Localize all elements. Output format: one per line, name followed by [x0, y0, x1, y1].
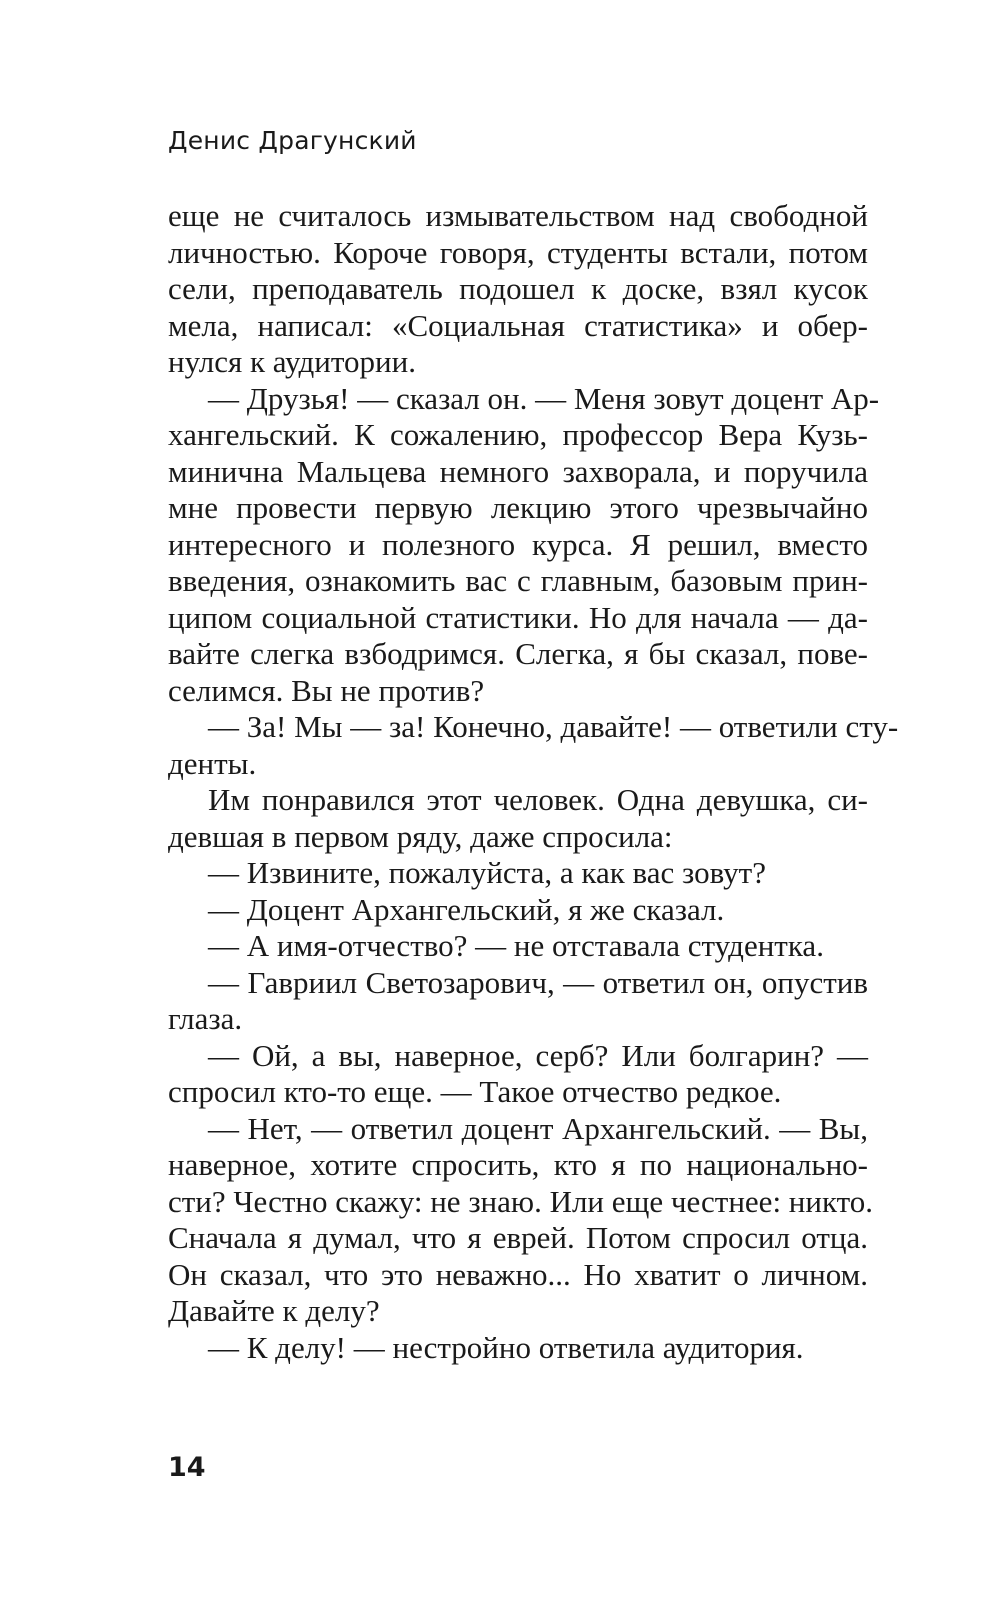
text-line: интересного и полезного курса. Я решил, вместо — [168, 526, 868, 562]
text-line: еще не считалось измывательством над свободной — [168, 198, 868, 233]
text-line: — За! Мы — за! Конечно, давайте! — ответили сту- — [208, 709, 899, 744]
text-line: девшая в первом ряду, даже спросила: — [168, 818, 673, 854]
text-line: глаза. — [168, 1001, 243, 1036]
text-line: Сначала я думал, что я еврей. Потом спросил отца. — [168, 1220, 868, 1255]
page-number: 14 — [168, 1452, 206, 1483]
running-head: Денис Драгунский — [168, 126, 417, 155]
text-line: — Нет, — ответил доцент Архангельский. — Вы, — [208, 1110, 868, 1146]
text-line: денты. — [168, 745, 257, 781]
text-line: нулся к аудитории. — [168, 344, 416, 379]
text-line: хангельский. К сожалению, профессор Вера Кузь- — [168, 417, 868, 452]
text-line: минична Мальцева немного захворала, и поручила — [168, 453, 868, 489]
text-line: — Гавриил Светозарович, — ответил он, опустив — [208, 964, 868, 1000]
text-line: сели, преподаватель подошел к доске, взял кусок — [168, 271, 868, 306]
text-line: спросил кто-то еще. — Такое отчество редкое. — [168, 1074, 782, 1109]
text-line: — Ой, а вы, наверное, серб? Или болгарин? — — [208, 1037, 868, 1073]
text-line: — К делу! — нестройно ответила аудитория. — [208, 1329, 804, 1365]
text-line: мела, написал: «Социальная статистика» и обер- — [168, 307, 868, 343]
body-text — [168, 198, 899, 1366]
text-line: сти? Честно скажу: не знаю. Или еще честнее: никто. — [168, 1183, 874, 1219]
text-line: — Друзья! — сказал он. — Меня зовут доцент Ар- — [208, 380, 880, 416]
text-line: — А имя-отчество? — не отставала студентка. — [208, 928, 824, 963]
text-line: — Извините, пожалуйста, а как вас зовут? — [208, 855, 766, 890]
text-line: мне провести первую лекцию этого чрезвычайно — [168, 490, 868, 525]
text-line: Он сказал, что это неважно... Но хватит о личном. — [168, 1256, 868, 1292]
text-line: Давайте к делу? — [168, 1293, 380, 1328]
text-line: введения, ознакомить вас с главным, базовым прин- — [168, 563, 868, 598]
text-line: ципом социальной статистики. Но для начала — да- — [168, 599, 868, 635]
text-line: — Доцент Архангельский, я же сказал. — [208, 891, 725, 927]
text-line: Им понравился этот человек. Одна девушка, си- — [208, 782, 868, 817]
text-line: вайте слегка взбодримся. Слегка, я бы сказал, пове- — [168, 636, 868, 671]
text-line: селимся. Вы не против? — [168, 672, 485, 708]
text-line: личностью. Короче говоря, студенты встали, потом — [168, 234, 868, 270]
text-line: наверное, хотите спросить, кто я по национально- — [168, 1147, 868, 1182]
